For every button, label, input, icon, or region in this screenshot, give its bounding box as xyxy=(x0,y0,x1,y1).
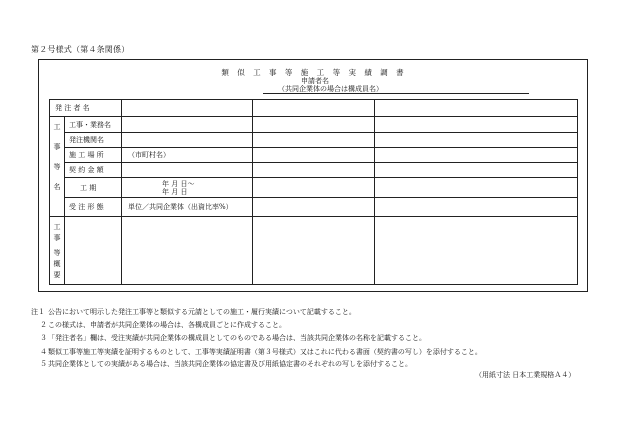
column-divider xyxy=(252,100,253,284)
note-text: 類似工事等施工等実績を証明するものとして、工事等実績証明書（第３号様式）又はこれに代わる書面（契約書の写し）を添付すること。 xyxy=(48,348,482,356)
row-divider xyxy=(64,177,577,178)
note-number: ３ xyxy=(40,334,47,342)
column-divider xyxy=(64,116,65,284)
form-title: 類 似 工 事 等 施 工 等 実 績 調 書 xyxy=(221,68,407,77)
group-label-char: 等 xyxy=(53,163,61,171)
period-end: 年 月 日 xyxy=(162,188,188,196)
orderer-label: 発 注 者 名 xyxy=(55,104,90,112)
note-item xyxy=(31,307,356,317)
project-name-label: 工事・業務名 xyxy=(69,121,111,129)
summary-label-char: 要 xyxy=(53,271,61,279)
order-form-label: 受 注 形 態 xyxy=(69,203,104,211)
note-text: 共同企業体としての実績がある場合は、当該共同企業体の協定書及び用紙協定書のそれぞれの写しを添付すること。 xyxy=(48,360,412,368)
note-text: 「発注者名」欄は、受注実績が共同企業体の構成員としてのものである場合は、当該共同企業体の名称を記載すること。 xyxy=(48,334,426,342)
location-hint: （市町村名） xyxy=(128,151,170,159)
group-label-char: 事 xyxy=(53,143,61,151)
form-frame xyxy=(38,59,588,292)
period-label: 工 期 xyxy=(80,184,97,192)
location-label: 施 工 場 所 xyxy=(69,151,104,159)
applicant-note: （共同企業体の場合は構成員名） xyxy=(278,85,383,93)
column-divider xyxy=(121,100,122,284)
records-table xyxy=(49,99,578,285)
row-divider xyxy=(64,162,577,163)
applicant-underline xyxy=(263,93,529,94)
row-divider xyxy=(64,147,577,148)
summary-label-char: 概 xyxy=(53,260,61,268)
row-divider xyxy=(50,216,577,217)
row-divider xyxy=(64,197,577,198)
note-text: 公告において明示した発注工事等と類似する元請としての施工・履行実績について記載すること。 xyxy=(48,308,356,316)
group-label-char: 名 xyxy=(53,183,61,191)
form-number-label: 第２号様式（第４条関係） xyxy=(31,45,130,54)
period-start: 年 月 日〜 xyxy=(162,180,195,188)
summary-label-char: 工 xyxy=(53,223,61,231)
note-item xyxy=(40,359,412,369)
ordering-agency-label: 発注機関名 xyxy=(69,136,104,144)
note-text: この様式は、申請者が共同企業体の場合は、各構成員ごとに作成すること。 xyxy=(48,321,286,329)
group-label-char: 工 xyxy=(53,123,61,131)
summary-label-char: 事 xyxy=(53,234,61,242)
note-item xyxy=(40,347,482,357)
summary-label-char: 等 xyxy=(53,249,61,257)
paper-size-note: （用紙寸法 日本工業規格Ａ４） xyxy=(475,371,576,379)
note-number: 注１ xyxy=(31,308,45,316)
row-divider xyxy=(64,132,577,133)
note-number: ２ xyxy=(40,321,47,329)
note-item xyxy=(40,320,286,330)
note-item xyxy=(40,333,426,343)
note-number: ５ xyxy=(40,360,47,368)
applicant-name-label: 申請者名 xyxy=(301,77,329,85)
contract-amount-label: 契 約 金 額 xyxy=(69,166,104,174)
row-divider xyxy=(50,116,577,117)
note-number: ４ xyxy=(40,348,47,356)
column-divider xyxy=(374,100,375,284)
order-form-hint: 単位／共同企業体（出資比率%） xyxy=(128,203,233,211)
